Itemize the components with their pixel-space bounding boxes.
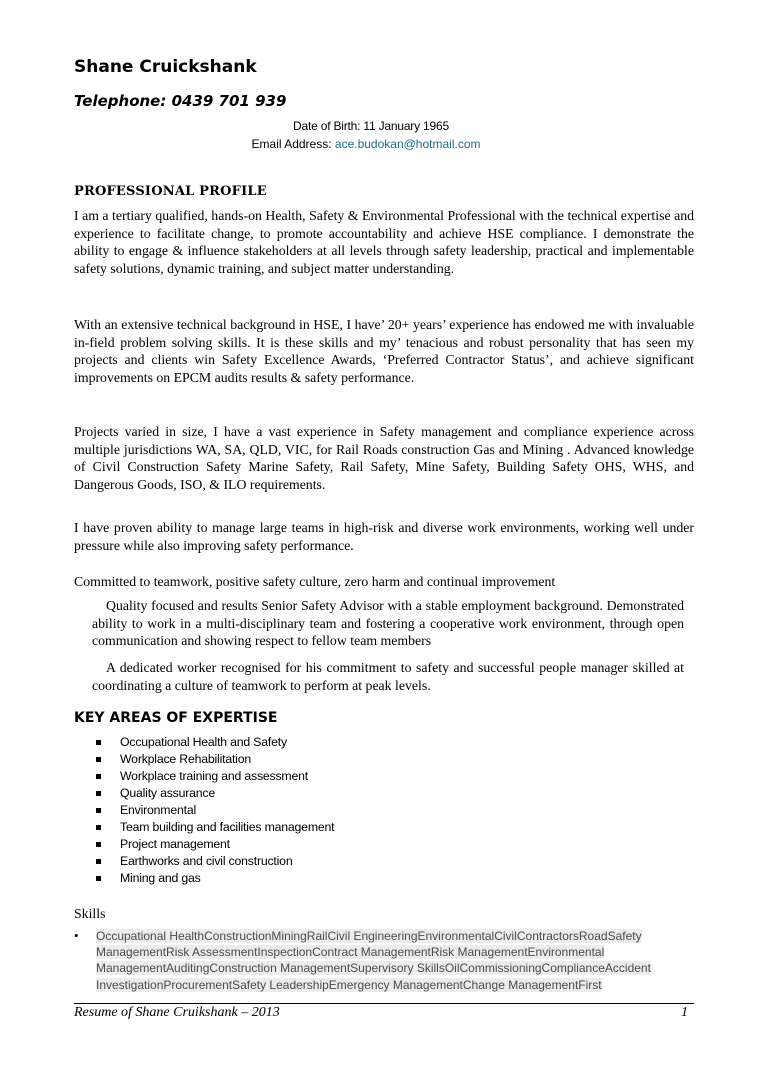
square-bullet-icon — [96, 791, 101, 796]
list-item — [96, 734, 334, 751]
expertise-list — [96, 734, 334, 887]
skills-heading: Skills — [74, 906, 106, 921]
square-bullet-icon — [96, 757, 101, 762]
list-item — [96, 819, 334, 836]
list-item — [96, 751, 334, 768]
email-link[interactable]: ace.budokan@hotmail.com — [334, 137, 481, 151]
expertise-item-label: Environmental — [120, 803, 197, 817]
skills-list — [96, 928, 686, 993]
footer-title: Resume of Shane Cruikshank – 2013 — [74, 1005, 280, 1020]
skills-text: Occupational HealthConstructionMiningRailCivil EngineeringEnvironmentalCivilContractorsRoadSafety ManagementRisk AssessmentInspectionContract ManagementRisk ManagementEnvironmental ManagementAuditingConstruction ManagementSupervisory SkillsOilCommissioningComplianceAccident InvestigationProcurementSafety LeadershipEmergency ManagementChange ManagementFirst — [96, 929, 651, 992]
profile-paragraph-5: Committed to teamwork, positive safety culture, zero harm and continual improvement — [74, 574, 556, 589]
expertise-item-label: Project management — [120, 837, 230, 851]
date-of-birth — [0, 119, 768, 133]
expertise-item-label: Earthworks and civil construction — [120, 854, 293, 868]
list-item — [96, 870, 334, 887]
list-item — [96, 785, 334, 802]
list-item — [96, 802, 334, 819]
square-bullet-icon — [96, 825, 101, 830]
profile-paragraph-1: I am a tertiary qualified, hands-on Health, Safety & Environmental Professional with the technical expertise and experience to facilitate change, to promote accountability and achieve HSE compliance. I demonstrate the ability to engage & influence stakeholders at all levels through safety leadership, practical and implementable safety solutions, dynamic training, and subject matter understanding. — [74, 208, 694, 276]
expertise-item-label: Mining and gas — [120, 871, 201, 885]
profile-paragraph-4: I have proven ability to manage large teams in high-risk and diverse work environments, working well under pressure while also improving safety performance. — [74, 520, 694, 553]
square-bullet-icon — [96, 774, 101, 779]
date-of-birth-text: Date of Birth: 11 January 1965 — [293, 119, 449, 133]
expertise-item-label: Workplace Rehabilitation — [120, 752, 251, 766]
expertise-item-label: Workplace training and assessment — [120, 769, 308, 783]
expertise-item-label: Quality assurance — [120, 786, 216, 800]
square-bullet-icon — [96, 876, 101, 881]
list-item — [96, 768, 334, 785]
square-bullet-icon — [96, 859, 101, 864]
email-label: Email Address: — [251, 137, 335, 151]
professional-profile-heading: PROFESSIONAL PROFILE — [74, 184, 267, 199]
candidate-name: Shane Cruickshank — [74, 57, 257, 77]
round-bullet-icon: • — [74, 928, 79, 943]
telephone-line: Telephone: 0439 701 939 — [74, 92, 287, 110]
email-line — [0, 137, 768, 151]
expertise-item-label: Team building and facilities management — [120, 820, 335, 834]
profile-paragraph-3: Projects varied in size, I have a vast experience in Safety management and compliance experience across multiple jurisdictions WA, SA, QLD, VIC, for Rail Roads construction Gas and Mining . Advanced knowledge of Civil Construction Safety Marine Safety, Rail Safety, Mine Safety, Building Safety OHS, WHS, and Dangerous Goods, ISO, & ILO requirements. — [74, 424, 694, 492]
square-bullet-icon — [96, 842, 101, 847]
page-number: 1 — [681, 1005, 688, 1020]
footer-divider — [74, 1003, 694, 1004]
key-areas-heading: KEY AREAS OF EXPERTISE — [74, 710, 278, 726]
expertise-item-label: Occupational Health and Safety — [120, 735, 287, 749]
square-bullet-icon — [96, 740, 101, 745]
list-item — [96, 853, 334, 870]
profile-paragraph-7: A dedicated worker recognised for his commitment to safety and successful people manager skilled at coordinating a culture of teamwork to perform at peak levels. — [92, 660, 684, 693]
email-line-inner — [252, 137, 481, 151]
profile-paragraph-2: With an extensive technical background in HSE, I have’ 20+ years’ experience has endowed me with invaluable in-field problem solving skills. It is these skills and my’ tenacious and robust personality that has seen my projects and clients win Safety Excellence Awards, ‘Preferred Contractor Status’, and achieve significant improvements on EPCM audits results & safety performance. — [74, 317, 694, 385]
profile-paragraph-6: Quality focused and results Senior Safety Advisor with a stable employment background. Demonstrated ability to work in a multi-disciplinary team and fostering a cooperative work environment, through open communication and showing respect to fellow team members — [92, 598, 684, 649]
square-bullet-icon — [96, 808, 101, 813]
list-item — [96, 836, 334, 853]
